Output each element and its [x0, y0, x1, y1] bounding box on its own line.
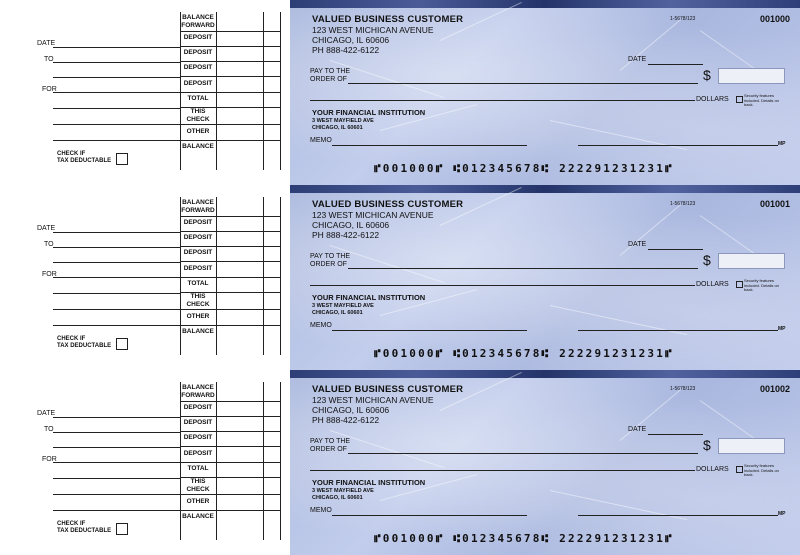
- business-name: VALUED BUSINESS CUSTOMER: [312, 384, 464, 395]
- tax-deductable-label: TAX DEDUCTABLE: [57, 343, 112, 349]
- total-label: TOTAL: [187, 95, 209, 102]
- signature-line[interactable]: [578, 145, 778, 146]
- payee-line[interactable]: [348, 83, 698, 84]
- for-line-3[interactable]: [53, 309, 180, 310]
- lock-icon: [736, 466, 743, 473]
- balance-forward-label: BALANCE FORWARD: [181, 14, 215, 29]
- business-phone: PH 888-422-6122: [312, 415, 380, 425]
- bank-name: YOUR FINANCIAL INSTITUTION: [312, 293, 426, 302]
- date-line[interactable]: [53, 232, 180, 233]
- mp-label: MP: [778, 141, 786, 147]
- memo-line[interactable]: [332, 515, 527, 516]
- other-label: OTHER: [186, 498, 210, 505]
- to-line[interactable]: [53, 432, 180, 433]
- micr-line: ⑈001000⑈ ⑆012345678⑆ 222291231231⑈: [374, 162, 674, 175]
- deposit-label-3: DEPOSIT: [183, 249, 213, 256]
- tax-deductable-checkbox[interactable]: [116, 523, 128, 535]
- for-line[interactable]: [53, 277, 180, 278]
- business-phone: PH 888-422-6122: [312, 230, 380, 240]
- business-address-line1: 123 WEST MICHICAN AVENUE: [312, 25, 434, 35]
- bank-address-line1: 3 WEST MAYFIELD AVE: [312, 303, 374, 309]
- check-border-top: [290, 0, 800, 8]
- amount-box[interactable]: [718, 438, 785, 454]
- amount-words-line[interactable]: [310, 100, 695, 101]
- balance-forward-label: BALANCE FORWARD: [181, 384, 215, 399]
- mp-label: MP: [778, 511, 786, 517]
- date-label: DATE: [37, 225, 56, 232]
- business-address-line1: 123 WEST MICHICAN AVENUE: [312, 210, 434, 220]
- business-address-line2: CHICAGO, IL 60606: [312, 35, 390, 45]
- for-line[interactable]: [53, 92, 180, 93]
- this-check-label: THIS CHECK: [186, 108, 210, 123]
- dollar-sign: $: [703, 437, 711, 453]
- total-label: TOTAL: [187, 280, 209, 287]
- balance-forward-label: BALANCE FORWARD: [181, 199, 215, 214]
- pay-to-label: PAY TO THE: [310, 438, 351, 445]
- deposit-label-1: DEPOSIT: [183, 404, 213, 411]
- balance-label: BALANCE: [182, 143, 214, 150]
- date-label: DATE: [628, 56, 647, 63]
- deposit-label-4: DEPOSIT: [183, 80, 213, 87]
- payee-line[interactable]: [348, 453, 698, 454]
- for-line-3[interactable]: [53, 494, 180, 495]
- business-name: VALUED BUSINESS CUSTOMER: [312, 14, 464, 25]
- for-line[interactable]: [53, 462, 180, 463]
- signature-line[interactable]: [578, 330, 778, 331]
- date-label: DATE: [37, 40, 56, 47]
- for-line-2[interactable]: [53, 293, 180, 294]
- to-label: TO: [44, 426, 54, 433]
- dollar-sign: $: [703, 67, 711, 83]
- check-stub: [0, 185, 290, 370]
- deposit-label-2: DEPOSIT: [183, 234, 213, 241]
- amount-box[interactable]: [718, 68, 785, 84]
- date-line[interactable]: [648, 434, 703, 435]
- check-if-label: CHECK IF: [57, 521, 86, 527]
- for-line-4[interactable]: [53, 325, 180, 326]
- total-label: TOTAL: [187, 465, 209, 472]
- check-stub: [0, 0, 290, 185]
- to-label: TO: [44, 241, 54, 248]
- bank-name: YOUR FINANCIAL INSTITUTION: [312, 478, 426, 487]
- bank-address-line2: CHICAGO, IL 60601: [312, 495, 363, 501]
- payee-line[interactable]: [348, 268, 698, 269]
- for-label: FOR: [42, 271, 57, 278]
- bank-address-line2: CHICAGO, IL 60601: [312, 125, 363, 131]
- other-label: OTHER: [186, 313, 210, 320]
- this-check-label: THIS CHECK: [186, 293, 210, 308]
- business-name: VALUED BUSINESS CUSTOMER: [312, 199, 464, 210]
- micr-line: ⑈001000⑈ ⑆012345678⑆ 222291231231⑈: [374, 532, 674, 545]
- bank-name: YOUR FINANCIAL INSTITUTION: [312, 108, 426, 117]
- to-line-2[interactable]: [53, 262, 180, 263]
- business-address-line1: 123 WEST MICHICAN AVENUE: [312, 395, 434, 405]
- deposit-label-2: DEPOSIT: [183, 49, 213, 56]
- tax-deductable-label: TAX DEDUCTABLE: [57, 528, 112, 534]
- date-label: DATE: [37, 410, 56, 417]
- for-label: FOR: [42, 86, 57, 93]
- for-line-2[interactable]: [53, 478, 180, 479]
- tax-deductable-checkbox[interactable]: [116, 153, 128, 165]
- pay-to-label: PAY TO THE: [310, 253, 351, 260]
- bank-address-line2: CHICAGO, IL 60601: [312, 310, 363, 316]
- routing-fraction: 1-5678/123: [670, 201, 696, 207]
- micr-line: ⑈001000⑈ ⑆012345678⑆ 222291231231⑈: [374, 347, 674, 360]
- to-line[interactable]: [53, 247, 180, 248]
- business-address-line2: CHICAGO, IL 60606: [312, 405, 390, 415]
- business-address-line2: CHICAGO, IL 60606: [312, 220, 390, 230]
- to-line-2[interactable]: [53, 77, 180, 78]
- check-stub: [0, 370, 290, 555]
- deposit-label-2: DEPOSIT: [183, 419, 213, 426]
- balance-label: BALANCE: [182, 328, 214, 335]
- other-label: OTHER: [186, 128, 210, 135]
- dollar-sign: $: [703, 252, 711, 268]
- check-body: [290, 370, 800, 555]
- dollars-label: DOLLARS: [696, 96, 729, 103]
- bank-address-line1: 3 WEST MAYFIELD AVE: [312, 488, 374, 494]
- signature-line[interactable]: [578, 515, 778, 516]
- routing-fraction: 1-5678/123: [670, 16, 696, 22]
- deposit-label-4: DEPOSIT: [183, 450, 213, 457]
- pay-to-label: PAY TO THE: [310, 68, 351, 75]
- deposit-label-4: DEPOSIT: [183, 265, 213, 272]
- check-border-top: [290, 185, 800, 193]
- dollars-label: DOLLARS: [696, 281, 729, 288]
- memo-label: MEMO: [310, 507, 332, 514]
- mp-label: MP: [778, 326, 786, 332]
- bank-address-line1: 3 WEST MAYFIELD AVE: [312, 118, 374, 124]
- deposit-label-1: DEPOSIT: [183, 219, 213, 226]
- order-of-label: ORDER OF: [310, 76, 347, 83]
- date-line[interactable]: [648, 249, 703, 250]
- memo-label: MEMO: [310, 137, 332, 144]
- check-number: 001001: [760, 199, 791, 209]
- amount-words-line[interactable]: [310, 285, 695, 286]
- memo-line[interactable]: [332, 330, 527, 331]
- security-note: Security features included. Details on back.: [744, 463, 779, 477]
- date-line[interactable]: [53, 417, 180, 418]
- check-border-top: [290, 370, 800, 378]
- routing-fraction: 1-5678/123: [670, 386, 696, 392]
- dollars-label: DOLLARS: [696, 466, 729, 473]
- check-body: [290, 0, 800, 185]
- security-note: Security features included. Details on back.: [744, 278, 779, 292]
- check-row-1: [0, 0, 800, 185]
- to-line[interactable]: [53, 62, 180, 63]
- tax-deductable-label: TAX DEDUCTABLE: [57, 158, 112, 164]
- date-label: DATE: [628, 241, 647, 248]
- tax-deductable-checkbox[interactable]: [116, 338, 128, 350]
- to-label: TO: [44, 56, 54, 63]
- deposit-label-3: DEPOSIT: [183, 434, 213, 441]
- order-of-label: ORDER OF: [310, 446, 347, 453]
- lock-icon: [736, 96, 743, 103]
- check-row-3: [0, 370, 800, 555]
- for-line-3[interactable]: [53, 124, 180, 125]
- amount-box[interactable]: [718, 253, 785, 269]
- balance-label: BALANCE: [182, 513, 214, 520]
- date-label: DATE: [628, 426, 647, 433]
- for-label: FOR: [42, 456, 57, 463]
- check-if-label: CHECK IF: [57, 151, 86, 157]
- for-line-4[interactable]: [53, 140, 180, 141]
- check-number: 001000: [760, 14, 791, 24]
- to-line-2[interactable]: [53, 447, 180, 448]
- memo-line[interactable]: [332, 145, 527, 146]
- date-line[interactable]: [648, 64, 703, 65]
- amount-words-line[interactable]: [310, 470, 695, 471]
- for-line-2[interactable]: [53, 108, 180, 109]
- check-if-label: CHECK IF: [57, 336, 86, 342]
- business-phone: PH 888-422-6122: [312, 45, 380, 55]
- check-body: [290, 185, 800, 370]
- for-line-4[interactable]: [53, 510, 180, 511]
- memo-label: MEMO: [310, 322, 332, 329]
- check-row-2: [0, 185, 800, 370]
- security-note: Security features included. Details on back.: [744, 93, 779, 107]
- this-check-label: THIS CHECK: [186, 478, 210, 493]
- order-of-label: ORDER OF: [310, 261, 347, 268]
- lock-icon: [736, 281, 743, 288]
- deposit-label-1: DEPOSIT: [183, 34, 213, 41]
- deposit-label-3: DEPOSIT: [183, 64, 213, 71]
- date-line[interactable]: [53, 47, 180, 48]
- check-number: 001002: [760, 384, 791, 394]
